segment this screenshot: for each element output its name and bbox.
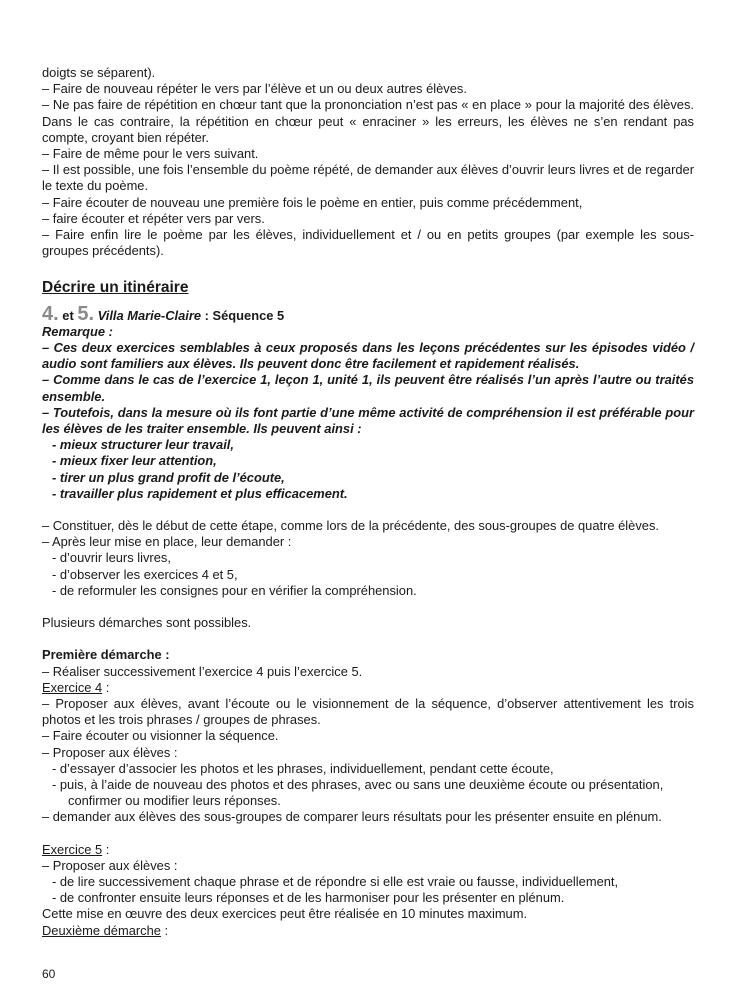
intro-line: – Faire de même pour le vers suivant. bbox=[42, 146, 259, 162]
exercice4-line: – Proposer aux élèves, avant l’écoute ou le visionnement de la séquence, d’observer attentivement les trois photos et les trois phrases / groupes de phrases. bbox=[42, 695, 694, 728]
sequence-and: et bbox=[62, 307, 74, 323]
exercice5-bullet: - de confronter ensuite leurs réponses et de les harmoniser pour les présenter en plénum. bbox=[52, 890, 565, 906]
intro-line: – Ne pas faire de répétition en chœur tant que la prononciation n’est pas « en place » pour la majorité des élèves. Dans le cas contraire, la répétition en chœur peut « enraciner » les erreurs, les élèves ne s’en rendant pas compte, croyant bien répéter. bbox=[42, 97, 694, 145]
exercice4-line: – Proposer aux élèves : bbox=[42, 744, 178, 760]
intro-line: doigts se séparent). bbox=[42, 65, 156, 80]
intro-line: – Faire écouter de nouveau une première fois le poème en entier, puis comme précédemment, bbox=[42, 194, 583, 210]
spacer bbox=[42, 826, 694, 842]
remarque-label: Remarque : bbox=[42, 323, 113, 339]
page-content bbox=[42, 65, 694, 939]
section-title: Décrire un itinéraire bbox=[42, 279, 189, 297]
sequence-title: Villa Marie-Claire bbox=[97, 307, 202, 323]
remarque-item: – Ces deux exercices semblables à ceux proposés dans les leçons précédentes sur les épisodes vidéo / audio sont familiers aux élèves. Ils peuvent donc être facilement et rapidement réalisés. bbox=[42, 340, 694, 372]
exercice4-line: – demander aux élèves des sous-groupes de comparer leurs résultats pour les présenter ensuite en plénum. bbox=[42, 809, 662, 825]
setup-bullet: - d’ouvrir leurs livres, bbox=[52, 550, 171, 566]
setup-line: – Constituer, dès le début de cette étape, comme lors de la précédente, des sous-groupes de quatre élèves. bbox=[42, 518, 659, 534]
setup-bullet: - de reformuler les consignes pour en vérifier la compréhension. bbox=[52, 582, 417, 598]
remarque-bullet: - mieux structurer leur travail, bbox=[52, 437, 234, 453]
intro-line: – Faire de nouveau répéter le vers par l’élève et un ou deux autres élèves. bbox=[42, 81, 467, 97]
deuxieme-demarche-heading bbox=[42, 923, 694, 939]
sequence-number-5: 5. bbox=[77, 302, 95, 325]
exercice5-line: Cette mise en œuvre des deux exercices peut être réalisée en 10 minutes maximum. bbox=[42, 906, 528, 922]
exercice5-colon: : bbox=[102, 841, 110, 857]
exercice5-bullet: - de lire successivement chaque phrase et de répondre si elle est vraie ou fausse, individuellement, bbox=[52, 873, 619, 889]
remarque-item: – Comme dans le cas de l’exercice 1, leçon 1, unité 1, ils peuvent être réalisés l’un après l’autre ou traités ensemble. bbox=[42, 372, 694, 404]
page-number: 60 bbox=[42, 967, 56, 981]
exercice4-colon: : bbox=[102, 679, 110, 695]
sequence-suffix: : Séquence 5 bbox=[204, 307, 285, 323]
exercice5-line: – Proposer aux élèves : bbox=[42, 857, 178, 873]
deuxieme-demarche-label: Deuxième démarche bbox=[42, 922, 161, 938]
exercice4-bullet: - d’essayer d’associer les photos et les phrases, individuellement, pendant cette écoute, bbox=[52, 760, 554, 776]
exercice5-heading bbox=[42, 842, 694, 858]
intro-line: – faire écouter et répéter vers par vers. bbox=[42, 210, 265, 226]
exercice4-heading bbox=[42, 680, 694, 696]
sequence-number-4: 4. bbox=[42, 302, 59, 325]
setup-bullet: - d’observer les exercices 4 et 5, bbox=[52, 566, 238, 582]
sequence-heading bbox=[42, 302, 694, 325]
remarque-bullet: - mieux fixer leur attention, bbox=[52, 453, 217, 469]
setup-line: – Après leur mise en place, leur demander : bbox=[42, 534, 292, 550]
spacer bbox=[42, 599, 694, 615]
remarque-bullet: - travailler plus rapidement et plus efficacement. bbox=[52, 485, 348, 501]
premiere-demarche-label: Première démarche : bbox=[42, 647, 170, 663]
plusieurs-demarches: Plusieurs démarches sont possibles. bbox=[42, 615, 252, 631]
intro-line: – Il est possible, une fois l’ensemble du poème répété, de demander aux élèves d’ouvrir leurs livres et de regarder le texte du poème. bbox=[42, 162, 694, 194]
remarque-bullet: - tirer un plus grand profit de l’écoute, bbox=[52, 469, 285, 485]
intro-line: – Faire enfin lire le poème par les élèves, individuellement et / ou en petits groupes (par exemple les sous-groupes précédents). bbox=[42, 227, 694, 259]
exercice4-label: Exercice 4 bbox=[42, 679, 103, 695]
exercice4-bullet: - puis, à l’aide de nouveau des photos et des phrases, avec ou sans une deuxième écoute ou présentation, confirmer ou modifier leurs réponses. bbox=[52, 776, 664, 809]
exercice5-label: Exercice 5 bbox=[42, 841, 103, 857]
remarque-item: – Toutefois, dans la mesure où ils font partie d’une même activité de compréhension il est préférable pour les élèves de les traiter ensemble. Ils peuvent ainsi : bbox=[42, 404, 694, 437]
spacer bbox=[42, 502, 694, 518]
premiere-demarche-line: – Réaliser successivement l’exercice 4 puis l’exercice 5. bbox=[42, 663, 363, 679]
exercice4-line: – Faire écouter ou visionner la séquence. bbox=[42, 728, 279, 744]
spacer bbox=[42, 631, 694, 647]
deuxieme-demarche-colon: : bbox=[160, 922, 169, 938]
